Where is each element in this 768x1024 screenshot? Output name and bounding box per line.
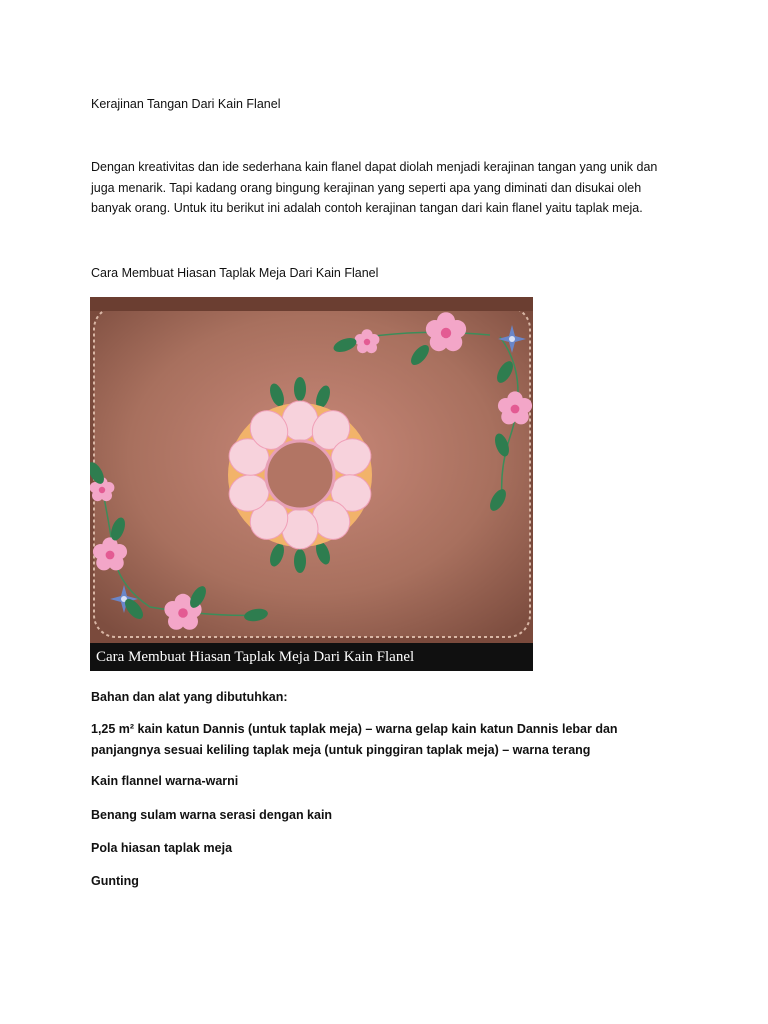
materials-item: Benang sulam warna serasi dengan kain	[91, 808, 333, 822]
materials-item: Gunting	[91, 874, 139, 888]
tablecloth-illustration	[90, 297, 533, 671]
materials-heading: Bahan dan alat yang dibutuhkan:	[91, 690, 288, 704]
materials-item: 1,25 m² kain katun Dannis (untuk taplak meja) – warna gelap kain katun Dannis lebar dan panjangnya sesuai keliling taplak meja (untuk pinggiran taplak meja) – warna terang	[91, 722, 618, 757]
intro-paragraph: Dengan kreativitas dan ide sederhana kain flanel dapat diolah menjadi kerajinan tangan yang unik dan juga menarik. Tapi kadang orang bingung kerajinan yang seperti apa yang diminati dan disukai oleh banyak orang. Untuk itu berikut ini adalah contoh kerajinan tangan dari kain flanel yaitu taplak meja.	[91, 160, 658, 215]
document-title: Kerajinan Tangan Dari Kain Flanel	[91, 97, 281, 111]
tablecloth-photo	[90, 297, 533, 671]
materials-item: Pola hiasan taplak meja	[91, 841, 233, 855]
image-caption: Cara Membuat Hiasan Taplak Meja Dari Kain Flanel	[90, 643, 533, 671]
materials-item: Kain flannel warna-warni	[91, 774, 239, 788]
section-subtitle: Cara Membuat Hiasan Taplak Meja Dari Kain Flanel	[91, 266, 379, 280]
